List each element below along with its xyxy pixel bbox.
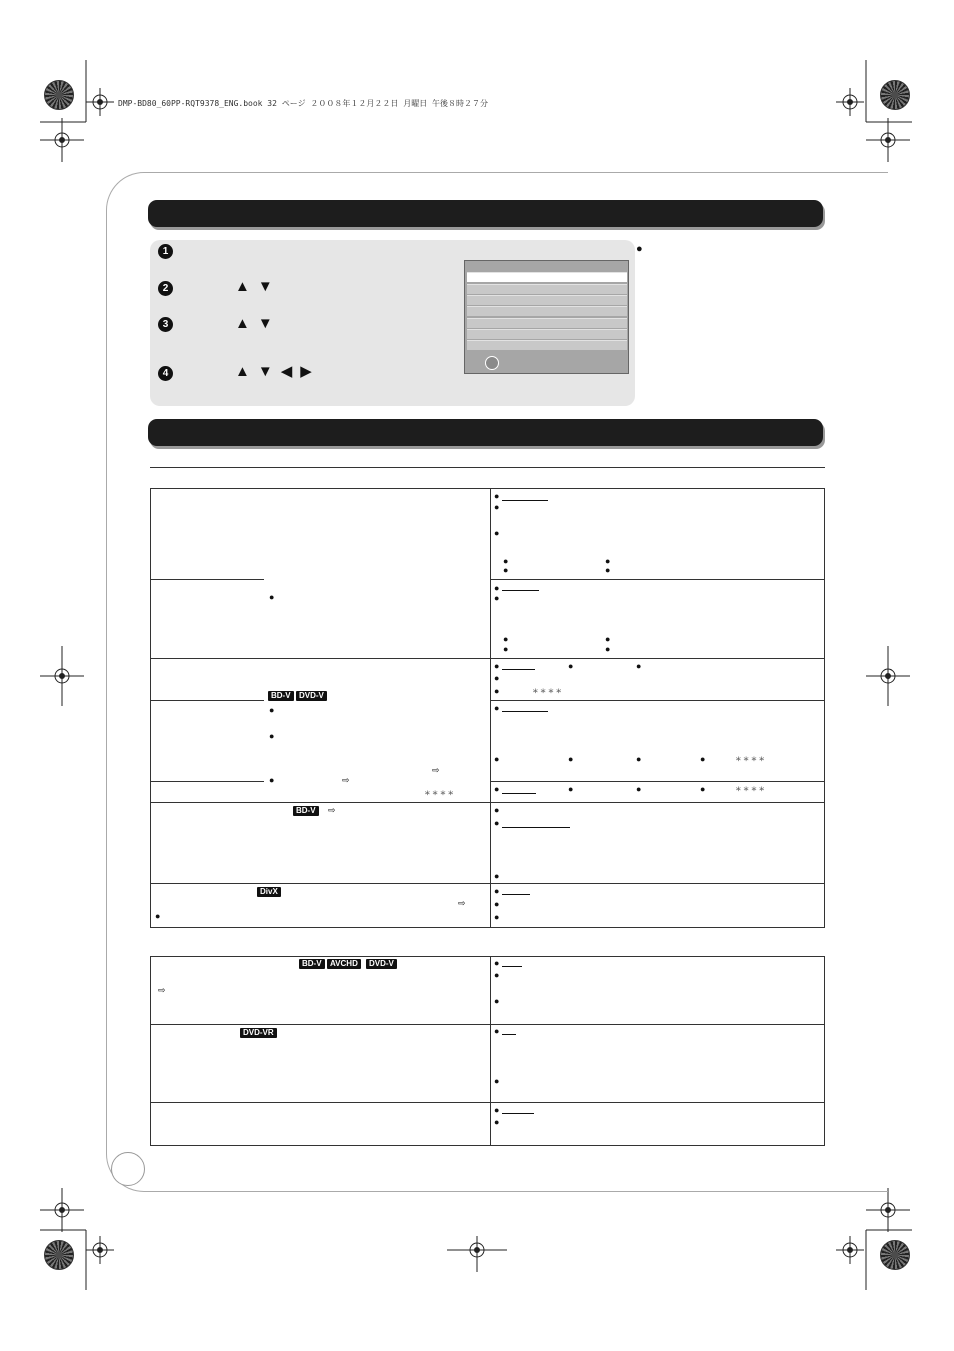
row-divider <box>151 1024 824 1025</box>
bullet: ● <box>494 673 500 683</box>
osd-menu-row <box>467 318 627 328</box>
bullet: ● <box>494 912 500 922</box>
column-divider <box>490 957 491 1145</box>
bullet: ● <box>269 731 275 741</box>
bullet: ● <box>494 886 500 896</box>
default-option-underline <box>502 966 522 967</box>
bullet: ● <box>605 634 611 644</box>
row-divider <box>151 1102 824 1103</box>
ok-dial-icon <box>485 356 499 370</box>
row-divider <box>151 781 264 782</box>
bullet: ● <box>269 775 275 785</box>
page-reference-arrow-icon: ⇨ <box>342 775 350 785</box>
default-option-underline <box>502 590 539 591</box>
default-option-underline <box>502 827 570 828</box>
bullet: ● <box>494 970 500 980</box>
bullet: ● <box>636 661 642 671</box>
row-divider <box>151 883 824 884</box>
page-reference-arrow-icon: ⇨ <box>432 765 440 775</box>
divider-rule <box>150 467 825 468</box>
bullet: ● <box>636 784 642 794</box>
section-header-bar <box>148 200 823 227</box>
row-divider <box>151 802 824 803</box>
osd-menu-screen <box>464 260 629 374</box>
bullet: ● <box>494 502 500 512</box>
bullet: ● <box>494 686 500 696</box>
up-down-arrows-icon: ▲▼ <box>235 315 281 332</box>
bullet: ● <box>605 644 611 654</box>
step-number: 1 <box>158 244 173 259</box>
default-option-underline <box>502 1034 516 1035</box>
page-reference-arrow-icon: ⇨ <box>328 805 336 815</box>
dvd-video-badge: DVD-V <box>296 691 327 701</box>
dvd-vr-badge: DVD-VR <box>240 1028 277 1038</box>
bullet: ● <box>700 784 706 794</box>
default-option-underline <box>502 793 536 794</box>
bullet: ● <box>494 491 500 501</box>
bd-video-badge: BD-V <box>293 806 319 816</box>
bullet: ● <box>155 911 161 921</box>
default-option-underline <box>502 894 530 895</box>
row-divider <box>490 700 824 701</box>
row-divider <box>151 579 264 580</box>
page-reference-arrow-icon: ⇨ <box>158 985 166 995</box>
dvd-video-badge: DVD-V <box>366 959 397 969</box>
bullet: ● <box>503 644 509 654</box>
avchd-badge: AVCHD <box>327 959 361 969</box>
column-divider <box>490 489 491 927</box>
row-divider <box>151 658 824 659</box>
bullet: ● <box>494 1026 500 1036</box>
osd-menu-row <box>467 295 627 305</box>
page-reference-arrow-icon: ⇨ <box>458 898 466 908</box>
default-option-underline <box>502 500 548 501</box>
section-header-bar <box>148 419 823 446</box>
osd-menu-row <box>467 329 627 339</box>
osd-menu-row <box>467 340 627 350</box>
bullet: ● <box>494 528 500 538</box>
bullet: ● <box>494 1076 500 1086</box>
bullet: ● <box>494 1105 500 1115</box>
bullet: ● <box>568 754 574 764</box>
bullet: ● <box>636 754 642 764</box>
bullet: ● <box>503 565 509 575</box>
bullet: ● <box>605 556 611 566</box>
row-divider <box>490 781 824 782</box>
default-option-underline <box>502 1113 534 1114</box>
bd-video-badge: BD-V <box>299 959 325 969</box>
settings-table-1 <box>150 488 825 928</box>
divx-badge: DivX <box>257 887 281 897</box>
settings-table-2 <box>150 956 825 1146</box>
bullet: ● <box>494 996 500 1006</box>
file-info-header: DMP-BD80_60PP-RQT9378_ENG.book 32 ページ ２００８年１２月２２日 月曜日 午後８時２７分 <box>118 99 489 108</box>
bullet: ● <box>605 565 611 575</box>
password-stars: ∗∗∗∗ <box>735 754 767 765</box>
password-stars: ∗∗∗∗ <box>424 788 456 799</box>
bullet: ● <box>494 899 500 909</box>
osd-menu-row <box>467 284 627 294</box>
step-number: 4 <box>158 366 173 381</box>
bullet: ● <box>494 703 500 713</box>
page-number-circle <box>111 1152 145 1186</box>
row-divider <box>151 700 264 701</box>
bullet: ● <box>269 705 275 715</box>
bullet: ● <box>494 583 500 593</box>
row-divider <box>490 579 824 580</box>
up-down-arrows-icon: ▲▼ <box>235 278 281 295</box>
bullet: ● <box>568 784 574 794</box>
bd-video-badge: BD-V <box>268 691 294 701</box>
bullet: ● <box>494 661 500 671</box>
default-option-underline <box>502 669 535 670</box>
bullet: ● <box>494 818 500 828</box>
step-number: 2 <box>158 281 173 296</box>
bullet: ● <box>494 958 500 968</box>
bullet: ● <box>494 784 500 794</box>
note-bullet: ● <box>636 243 643 255</box>
bullet: ● <box>503 556 509 566</box>
bullet: ● <box>700 754 706 764</box>
step-number: 3 <box>158 317 173 332</box>
password-stars: ∗∗∗∗ <box>735 784 767 795</box>
bullet: ● <box>494 593 500 603</box>
osd-menu-row-selected <box>467 272 627 282</box>
direction-arrows-icon: ▲▼◀▶ <box>235 363 320 380</box>
password-stars: ∗∗∗∗ <box>532 686 564 697</box>
bullet: ● <box>494 1117 500 1127</box>
default-option-underline <box>502 711 548 712</box>
bullet: ● <box>494 871 500 881</box>
bullet: ● <box>494 805 500 815</box>
bullet: ● <box>568 661 574 671</box>
bullet: ● <box>269 592 275 602</box>
osd-menu-row <box>467 306 627 316</box>
bullet: ● <box>503 634 509 644</box>
bullet: ● <box>494 754 500 764</box>
